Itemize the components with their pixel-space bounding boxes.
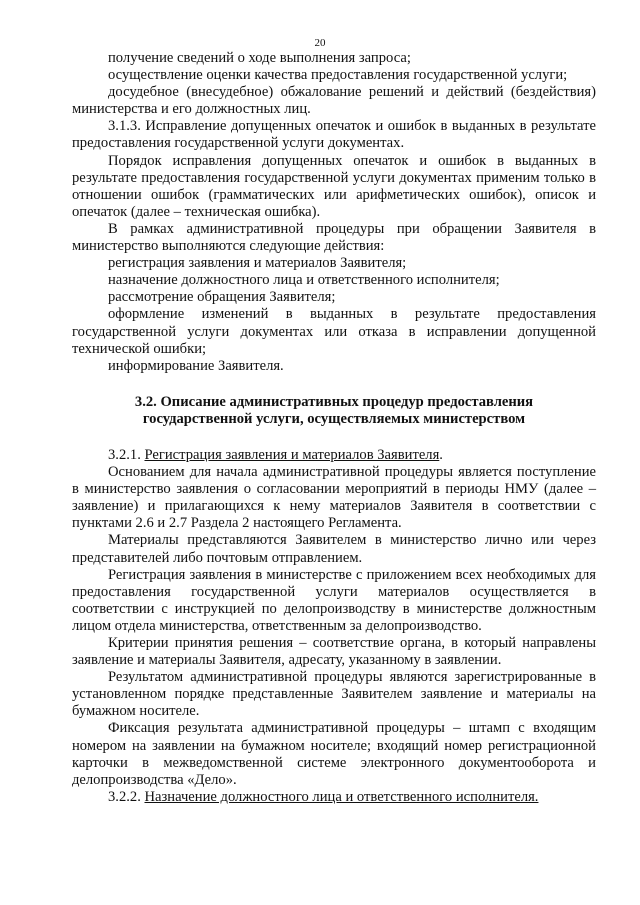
paragraph-313: 3.1.3. Исправление допущенных опечаток и ошибок в выданных в результате предоставления государственной услуги документах. [72, 118, 596, 152]
subsection-title: Регистрация заявления и материалов Заявителя [144, 446, 440, 463]
subsection-number: 3.2.1. [108, 446, 145, 463]
list-item: рассмотрение обращения Заявителя; [108, 289, 336, 306]
paragraph: Фиксация результата административной процедуры – штамп с входящим номером на заявлении на бумажном носителе; входящий номер регистрационной карточки в межведомственной системе электронного документооборота и делопроизводства «Дело». [72, 720, 596, 788]
list-item: регистрация заявления и материалов Заявителя; [108, 255, 407, 272]
subsection-321: 3.2.1. Регистрация заявления и материалов Заявителя. [108, 446, 443, 463]
list-item: назначение должностного лица и ответственного исполнителя; [108, 272, 500, 289]
subsection-title: Назначение должностного лица и ответственного исполнителя. [144, 788, 539, 805]
list-item: оформление изменений в выданных в результате предоставления государственной услуги документах или отказа в исправлении допущенной технической ошибки; [72, 306, 596, 357]
paragraph: Основанием для начала административной процедуры является поступление в министерство заявления о согласовании мероприятий в периоды НМУ (далее – заявление) и прилагающихся к нему материалов Заявителя в соответствии с пунктами 2.6 и 2.7 Раздела 2 настоящего Регламента. [72, 464, 596, 532]
section-heading [72, 394, 596, 428]
paragraph: Регистрация заявления в министерстве с приложением всех необходимых для предоставления государственной услуги материалов осуществляется в соответствии с инструкцией по делопроизводству в министерстве должностным лицом отдела министерства, ответственным за делопроизводство. [72, 566, 596, 634]
subsection-322 [72, 789, 596, 806]
paragraph: Порядок исправления допущенных опечаток и ошибок в выданных в результате предоставления государственной услуги документах применим только в отношении ошибок (грамматических или арифметических ошибок), описок и опечаток (далее – техническая ошибка). [72, 152, 596, 220]
document-body [72, 50, 596, 806]
list-item: информирование Заявителя. [108, 357, 284, 374]
paragraph: осуществление оценки качества предоставления государственной услуги; [108, 67, 568, 84]
page-number: 20 [314, 37, 326, 49]
paragraph: Материалы представляются Заявителем в министерство лично или через представителей либо почтовым отправлением. [72, 532, 596, 566]
paragraph: Результатом административной процедуры являются зарегистрированные в установленном порядке представленные Заявителем заявление и материалы на бумажном носителе. [72, 669, 596, 720]
section-heading-line-2: государственной услуги, осуществляемых министерством [142, 410, 526, 427]
paragraph: досудебное (внесудебное) обжалование решений и действий (бездействия) министерства и его должностных лиц. [72, 84, 596, 118]
paragraph: получение сведений о ходе выполнения запроса; [108, 50, 411, 66]
section-heading-line-1: 3.2. Описание административных процедур предоставления [134, 393, 534, 410]
subsection-number: 3.2.2. [108, 788, 145, 805]
paragraph: В рамках административной процедуры при обращении Заявителя в министерство выполняются следующие действия: [72, 220, 596, 255]
paragraph: Критерии принятия решения – соответствие органа, в который направлены заявление и материалы Заявителя, адресату, указанному в заявлении. [72, 635, 596, 669]
